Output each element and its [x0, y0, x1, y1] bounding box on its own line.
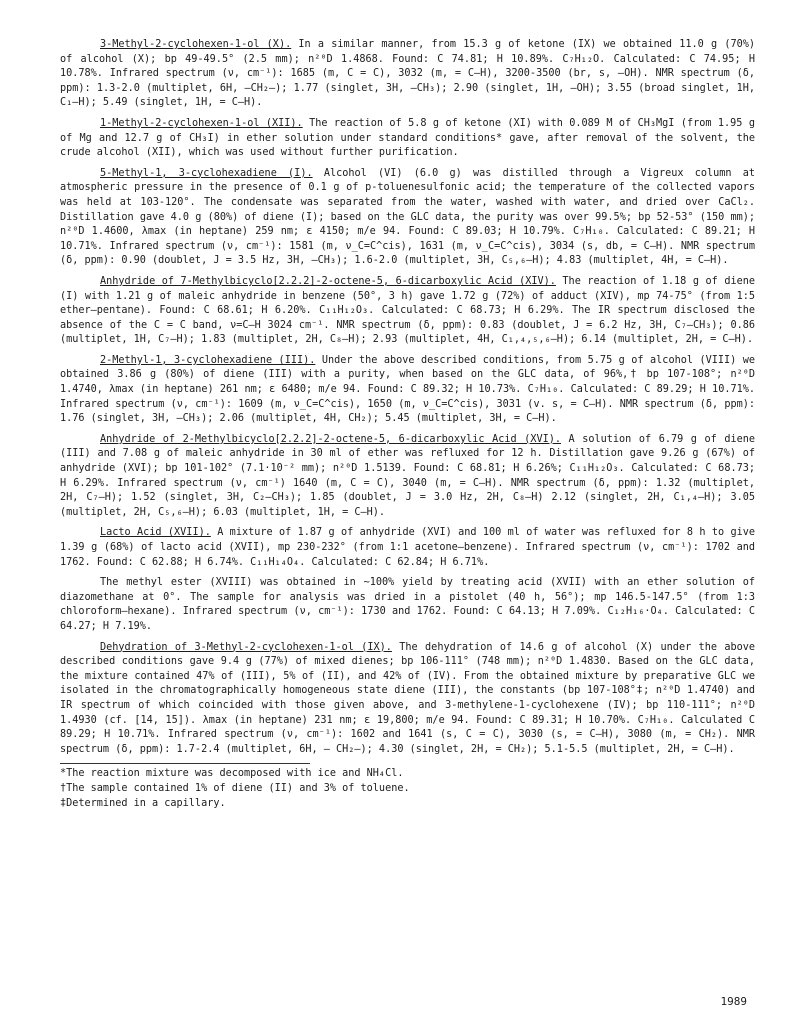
section-heading: Anhydride of 7-Methylbicyclo[2.2.2]-2-octene-5, 6-dicarboxylic Acid (XIV).: [100, 275, 556, 287]
paragraph-1-methyl-2-cyclohexen-1-ol: [60, 117, 755, 161]
paragraph-5-methyl-cyclohexadiene: [60, 167, 755, 269]
paragraph-text: A solution of 6.79 g of diene (III) and 7.08 g of maleic anhydride in 30 ml of ether was refluxed for 12 h. Distillation gave 9.26 g (67%) of anhydride (XVI); bp 101-102° (7.1·10⁻² mm); n²⁰D 1.5139. Found: C 68.81; H 6.26%; C₁₁H₁₂O₃. Calculated: C 68.73; H 6.29%. Infrared spectrum (ν, cm⁻¹) 1640 (m, C = C), 3040 (m, = C–H). NMR spectrum (δ, ppm): 1.32 (multiplet, 2H, C₇–H); 1.52 (singlet, 3H, C₂–CH₃); 1.85 (doublet, J = 3.0 Hz, 2H, C₈–H) 2.12 (singlet, 2H, C₁,₄–H); 3.05 (multiplet, 2H, C₅,₆–H); 6.03 (multiplet, 1H, = C–H).: [60, 433, 755, 518]
paragraph-text: In a similar manner, from 15.3 g of ketone (IX) we obtained 11.0 g (70%) of alcohol (X); bp 49-49.5° (2.5 mm); n²⁰D 1.4868. Found: C 74.81; H 10.89%. C₇H₁₂O. Calculated: C 74.95; H 10.78%. Infrared spectrum (ν, cm⁻¹): 1685 (m, C = C), 3032 (m, = C–H), 3200-3500 (br, s, –OH). NMR spectrum (δ, ppm): 1.3-2.0 (multiplet, 6H, –CH₂–); 1.77 (singlet, 3H, –CH₃); 2.90 (singlet, 1H, –OH); 3.55 (broad singlet, 1H, C₁–H); 5.49 (singlet, 1H, = C–H).: [60, 39, 755, 109]
paragraph-text: The reaction of 5.8 g of ketone (XI) with 0.089 M of CH₃MgI (from 1.95 g of Mg and 12.7 g of CH₃I) in ether solution under standard conditions* gave, after removal of the solvent, the crude alcohol (XII), which was used without further purification.: [60, 117, 755, 159]
paragraph-anhydride-xvi: [60, 433, 755, 521]
section-heading: Anhydride of 2-Methylbicyclo[2.2.2]-2-octene-5, 6-dicarboxylic Acid (XVI).: [100, 433, 561, 445]
paragraph-text: A mixture of 1.87 g of anhydride (XVI) and 100 ml of water was refluxed for 8 h to give 1.39 g (68%) of lacto acid (XVII), mp 230-232° (from 1:1 acetone–benzene). Infrared spectrum (ν, cm⁻¹): 1702 and 1762. Found: C 62.88; H 6.74%. C₁₁H₁₄O₄. Calculated: C 62.84; H 6.71%.: [60, 527, 755, 568]
paragraph-text: The reaction of 1.18 g of diene (I) with 1.21 g of maleic anhydride in benzene (50°, 3 h) gave 1.72 g (72%) of adduct (XIV), mp 74-75° (from 1:5 ether–pentane). Found: C 68.61; H 6.20%. C₁₁H₁₂O₃. Calculated: C 68.73; H 6.29%. The IR spectrum disclosed the absence of the C = C band, ν=C–H 3024 cm⁻¹. NMR spectrum (δ, ppm): 0.83 (doublet, J = 6.2 Hz, 3H, C₇–CH₃); 0.86 (multiplet, 1H, C₇–H); 1.83 (multiplet, 2H, C₈–H); 2.93 (multiplet, 4H, C₁,₄,₅,₆–H); 6.14 (multiplet, 2H, = C–H).: [60, 275, 755, 346]
section-heading: Lacto Acid (XVII).: [100, 527, 211, 539]
paragraph-text: The methyl ester (XVIII) was obtained in ~100% yield by treating acid (XVII) with an ether solution of diazomethane at 0°. The sample for analysis was dried in a pistolet (40 h, 56°); mp 146.5-147.5° (from 1:3 chloroform–hexane). Infrared spectrum (ν, cm⁻¹): 1730 and 1762. Found: C 64.13; H 7.09%. C₁₂H₁₆·O₄. Calculated: C 64.27; H 7.19%.: [60, 577, 755, 632]
page-number: 1989: [720, 995, 747, 1008]
section-heading: 5-Methyl-1, 3-cyclohexadiene (I).: [100, 167, 313, 179]
page-body: [60, 38, 755, 811]
section-heading: 1-Methyl-2-cyclohexen-1-ol (XII).: [100, 117, 303, 129]
paragraph-text: The dehydration of 14.6 g of alcohol (X) under the above described conditions gave 9.4 g (77%) of mixed dienes; bp 106-111° (748 mm); n²⁰D 1.4830. Based on the GLC data, the mixture contained 47% of (III), 5% of (II), and 42% of (IV). From the obtained mixture by preparative GLC we isolated in the chromatographically homogeneous state diene (III), the constants (bp 107-108°‡; n²⁰D 1.4740) and IR spectrum of which coincided with those given above, and 3-methylene-1-cyclohexene (IV); bp 110-111°; n²⁰D 1.4930 (cf. [14, 15]). λmax (in heptane) 231 nm; ε 19,800; m/e 94. Found: C 89.31; H 10.70%. C₇H₁₀. Calculated C 89.29; H 10.71%. Infrared spectrum (ν, cm⁻¹): 1602 and 1641 (s, C = C), 3030 (s, = C–H), 3080 (m, = CH₂). NMR spectrum (δ, ppm): 1.7-2.4 (multiplet, 6H, – CH₂–); 4.30 (singlet, 2H, = CH₂); 5.1-5.5 (multiplet, 2H, = C–H).: [60, 641, 755, 755]
paragraph-2-methyl-cyclohexadiene: [60, 354, 755, 427]
footnote: *The reaction mixture was decomposed with ice and NH₄Cl.: [60, 768, 404, 780]
section-heading: Dehydration of 3-Methyl-2-cyclohexen-1-ol (IX).: [100, 641, 392, 653]
footnote-divider: [60, 763, 310, 764]
paragraph-lacto-acid: [60, 526, 755, 570]
paragraph-text: Alcohol (VI) (6.0 g) was distilled through a Vigreux column at atmospheric pressure in the presence of 0.1 g of p-toluenesulfonic acid; the temperature of the collected vapors was held at 103-120°. The condensate was separated from the water, washed with water, and dried over CaCl₂. Distillation gave 4.0 g (80%) of diene (I); based on the GLC data, the purity was over 99.5%; bp 52-53° (150 mm); n²⁰D 1.4600, λmax (in heptane) 259 nm; ε 4150; m/e 94. Found: C 89.03; H 10.79%. C₇H₁₀. Calculated: C 89.21; H 10.71%. Infrared spectrum (ν, cm⁻¹): 1581 (m, ν_C=C^cis), 1631 (m, ν_C=C^cis), 3034 (s, db, = C–H). NMR spectrum (δ, ppm): 0.90 (doublet, J = 3.5 Hz, 3H, –CH₃); 1.6-2.0 (multiplet, 3H, C₅,₆–H); 4.83 (multiplet, 4H, = C–H).: [60, 167, 756, 267]
section-heading: 3-Methyl-2-cyclohexen-1-ol (X).: [100, 39, 292, 50]
footnote: ‡Determined in a capillary.: [60, 797, 226, 809]
paragraph-anhydride-xiv: [60, 275, 755, 348]
paragraph-3-methyl-2-cyclohexen-1-ol: [60, 38, 755, 111]
paragraph-text: Under the above described conditions, from 5.75 g of alcohol (VIII) we obtained 3.86 g (80%) of diene (III) with a purity, when based on the GLC data, of 96%,† bp 107-108°; n²⁰D 1.4740, λmax (in heptane) 261 nm; ε 6480; m/e 94. Found: C 89.32; H 10.73%. C₇H₁₀. Calculated: C 89.29; H 10.71%. Infrared spectrum (ν, cm⁻¹): 1609 (m, ν_C=C^cis), 1650 (m, ν_C=C^cis), 3031 (v. s, = C–H). NMR spectrum (δ, ppm): 1.76 (singlet, 3H, –CH₃); 2.06 (multiplet, 4H, CH₂); 5.45 (multiplet, 3H, = C–H).: [60, 354, 755, 425]
paragraph-dehydration: [60, 641, 755, 758]
footnote: †The sample contained 1% of diene (II) and 3% of toluene.: [60, 782, 410, 794]
section-heading: 2-Methyl-1, 3-cyclohexadiene (III).: [100, 354, 316, 366]
paragraph-methyl-ester: [60, 576, 755, 634]
